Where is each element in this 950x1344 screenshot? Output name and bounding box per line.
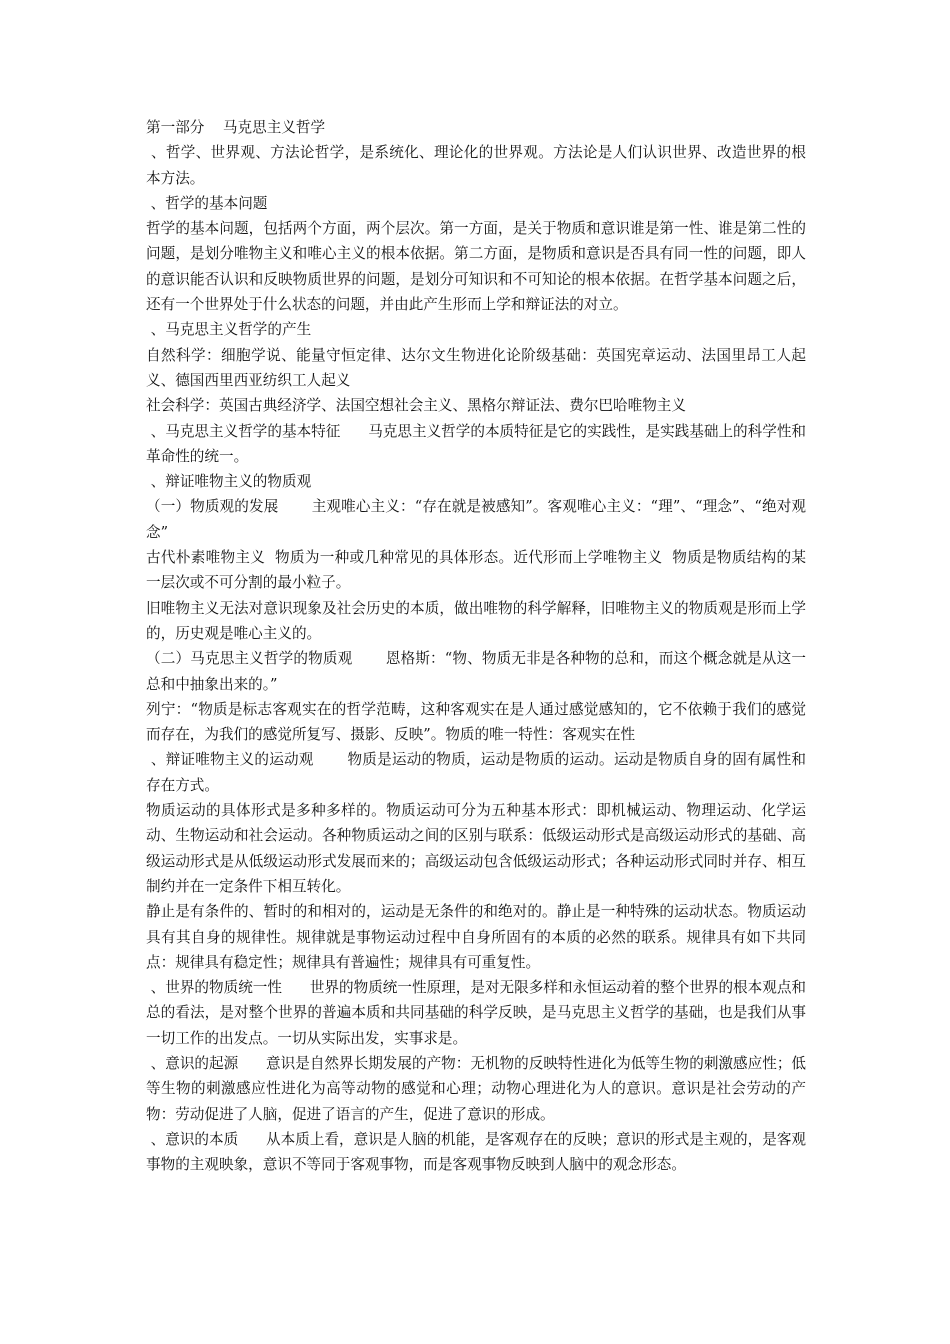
paragraph-marxist-matter: （二）马克思主义哲学的物质观 恩格斯：“物、物质无非是各种物的总和，而这个概念就是从这一总和中抽象出来的。” (146, 650, 806, 693)
paragraph-consciousness-essence: 、意识的本质 从本质上看，意识是人脑的机能，是客观存在的反映；意识的形式是主观的，是客观事物的主观映象，意识不等同于客观事物，而是客观事物反映到人脑中的观念形态。 (146, 1130, 807, 1174)
paragraph-ancient-materialism: 古代朴素唯物主义 物质为一种或几种常见的具体形态。近代形而上学唯物主义 物质是物质结构的某一层次或不可分割的最小粒子。 (146, 549, 806, 592)
paragraph-old-materialism: 旧唯物主义无法对意识现象及社会历史的本质，做出唯物的科学解释，旧唯物主义的物质观是形而上学的，历史观是唯心主义的。 (146, 599, 806, 642)
paragraph-motion-view: 、辩证唯物主义的运动观 物质是运动的物质，运动是物质的运动。运动是物质自身的固有属性和存在方式。 (146, 751, 806, 794)
paragraph-rest-and-law: 静止是有条件的、暂时的和相对的，运动是无条件的和绝对的。静止是一种特殊的运动状态。物质运动具有其自身的规律性。规律就是事物运动过程中自身所固有的本质的必然的联系。规律具有如下共同点：规律具有稳定性；规律具有普遍性；规律具有可重复性。 (146, 903, 806, 971)
document-title: 第一部分 马克思主义哲学 (146, 119, 326, 136)
paragraph-philosophy-worldview: 、哲学、世界观、方法论哲学，是系统化、理论化的世界观。方法论是人们认识世界、改造世界的根本方法。 (146, 144, 807, 187)
paragraph-motion-forms: 物质运动的具体形式是多种多样的。物质运动可分为五种基本形式：即机械运动、物理运动、化学运动、生物运动和社会运动。各种物质运动之间的区别与联系：低级运动形式是高级运动形式的基础、高级运动形式是从低级运动形式发展而来的；高级运动包含低级运动形式；各种运动形式同时并存、相互制约并在一定条件下相互转化。 (146, 802, 806, 895)
paragraph-lenin-definition: 列宁：“物质是标志客观实在的哲学范畴，这种客观实在是人通过感觉感知的，它不依赖于我们的感觉而存在，为我们的感觉所复写、摄影、反映”。物质的唯一特性：客观实在性 (146, 700, 806, 744)
paragraph-consciousness-origin: 、意识的起源 意识是自然界长期发展的产物：无机物的反映特性进化为低等生物的刺激感应性；低等生物的刺激感应性进化为高等动物的感觉和心理；动物心理进化为人的意识。意识是社会劳动的产物：劳动促进了人脑，促进了语言的产生，促进了意识的形成。 (146, 1054, 807, 1123)
heading-materialism-view: 、辩证唯物主义的物质观 (146, 473, 312, 491)
paragraph-social-science: 社会科学：英国古典经济学、法国空想社会主义、黑格尔辩证法、费尔巴哈唯物主义 (146, 397, 686, 415)
paragraph-matter-development: （一）物质观的发展 主观唯心主义：“存在就是被感知”。客观唯心主义：“理”、“理念”、“绝对观念” (146, 498, 806, 541)
paragraph-natural-science: 自然科学：细胞学说、能量守恒定律、达尔文生物进化论阶级基础：英国宪章运动、法国里昂工人起义、德国西里西亚纺织工人起义 (146, 346, 806, 389)
heading-marxism-origin: 、马克思主义哲学的产生 (146, 321, 312, 339)
paragraph-basic-features: 、马克思主义哲学的基本特征 马克思主义哲学的本质特征是它的实践性，是实践基础上的科学性和革命性的统一。 (146, 422, 807, 465)
paragraph-material-unity: 、世界的物质统一性 世界的物质统一性原理，是对无限多样和永恒运动着的整个世界的根本观点和总的看法，是对整个世界的普遍本质和共同基础的科学反映，是马克思主义哲学的基础，也是我们从事一切工作的出发点。一切从实际出发，实事求是。 (146, 979, 807, 1047)
document-page (146, 115, 806, 1177)
heading-basic-question: 、哲学的基本问题 (146, 194, 268, 212)
paragraph-basic-question: 哲学的基本问题，包括两个方面，两个层次。第一方面，是关于物质和意识谁是第一性、谁是第二性的问题，是划分唯物主义和唯心主义的根本依据。第二方面，是物质和意识是否具有同一性的问题，即人的意识能否认识和反映物质世界的问题，是划分可知识和不可知论的根本依据。在哲学基本问题之后，还有一个世界处于什么状态的问题，并由此产生形而上学和辩证法的对立。 (146, 220, 806, 314)
